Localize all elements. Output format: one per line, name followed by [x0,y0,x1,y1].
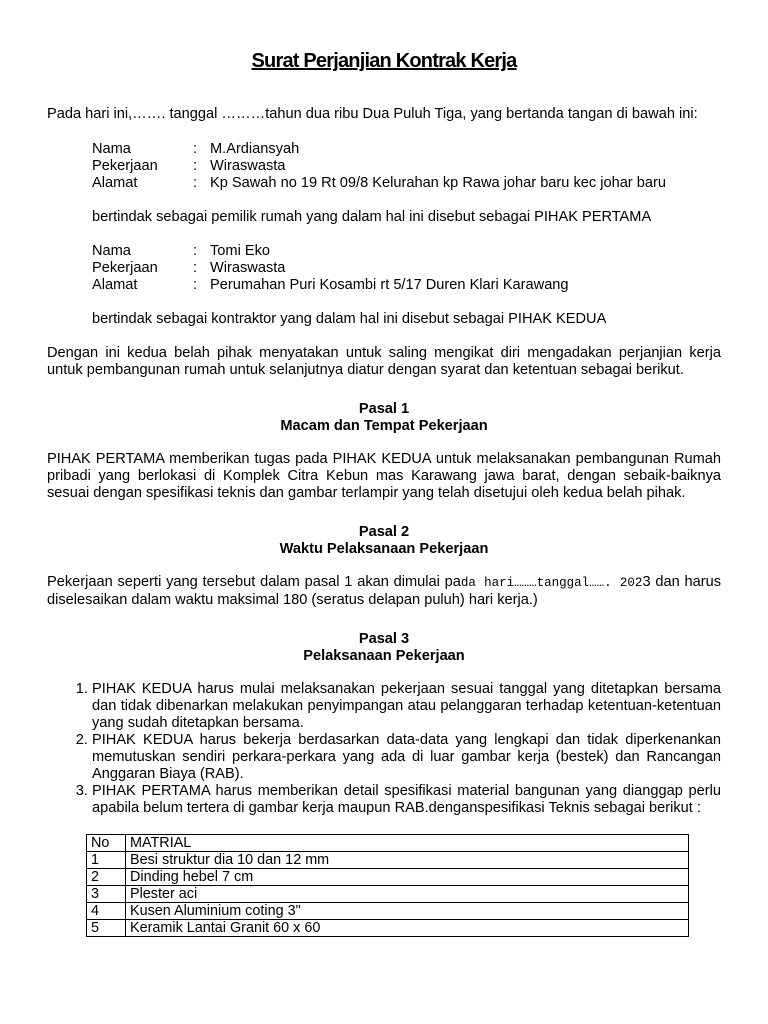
table-row [87,886,689,903]
pasal-2-heading-block [47,524,721,558]
pasal-2-body [47,574,721,609]
row-material: Keramik Lantai Granit 60 x 60 [126,920,689,937]
table-row [87,869,689,886]
party-one-address-row [92,175,666,192]
colon: : [193,141,198,157]
material-table [86,834,689,937]
table-row [87,903,689,920]
label-alamat: Alamat [92,277,138,293]
party-two-address-row [92,277,569,294]
pasal-2-body-date-placeholder: da hari………tanggal……. 202 [460,576,643,590]
label-nama: Nama [92,141,131,157]
list-item: 2. PIHAK KEDUA harus bekerja berdasarkan data-data yang lengkapi dan tidak diperkenankan memutuskan sendiri perkara-perkara yang ada di luar gambar kerja (bestek) dan Rancangan Anggaran Biaya (RAB). [92,732,721,783]
document-page [47,48,721,937]
list-item: 3. PIHAK PERTAMA harus memberikan detail spesifikasi material bangunan yang dianggap perlu apabila belum tertera di gambar kerja maupun RAB.denganspesifikasi Teknis sebagai berikut : [92,783,721,817]
pasal-2-heading: Waktu Pelaksanaan Pekerjaan [279,541,489,557]
party-two-job-row [92,260,569,277]
row-material: Plester aci [126,886,689,903]
table-row [87,852,689,869]
colon: : [193,175,198,191]
colon: : [193,158,198,174]
row-number: 1 [87,852,126,869]
colon: : [193,277,198,293]
label-alamat: Alamat [92,175,138,191]
party-two-job: Wiraswasta [210,260,286,276]
party-two-address: Perumahan Puri Kosambi rt 5/17 Duren Klari Karawang [210,277,569,293]
row-material: Dinding hebel 7 cm [126,869,689,886]
opening-paragraph: Pada hari ini,……. tanggal ………tahun dua ribu Dua Puluh Tiga, yang bertanda tangan di bawah ini: [47,106,698,122]
party-one-address: Kp Sawah no 19 Rt 09/8 Kelurahan kp Rawa johar baru kec johar baru [210,175,666,191]
pasal-1-heading: Macam dan Tempat Pekerjaan [280,418,488,434]
agreement-paragraph: Dengan ini kedua belah pihak menyatakan untuk saling mengikat diri mengadakan perjanjian kerja untuk pembangunan rumah untuk selanjutnya diatur dengan syarat dan ketentuan sebagai berikut. [47,345,721,378]
row-number: 5 [87,920,126,937]
colon: : [193,260,198,276]
list-item: 1. PIHAK KEDUA harus mulai melaksanakan pekerjaan sesuai tanggal yang ditetapkan bersama dan tidak dibenarkan melakukan penyimpangan atau pelanggaran terhadap ketentuan-ketentuan yang sudah ditetapkan bersama. [92,681,721,732]
header-material: MATRIAL [126,835,689,852]
party-one-role: bertindak sebagai pemilik rumah yang dalam hal ini disebut sebagai PIHAK PERTAMA [92,209,652,225]
pasal-3-heading: Pelaksanaan Pekerjaan [303,648,465,664]
table-header-row [87,835,689,852]
row-number: 2 [87,869,126,886]
label-pekerjaan: Pekerjaan [92,158,158,174]
document-title: Surat Perjanjian Kontrak Kerja [251,50,517,72]
party-two-name-row [92,243,569,260]
party-one-job: Wiraswasta [210,158,286,174]
party-two-role: bertindak sebagai kontraktor yang dalam hal ini disebut sebagai PIHAK KEDUA [92,311,607,327]
table-row [87,920,689,937]
pasal-1-body: PIHAK PERTAMA memberikan tugas pada PIHAK KEDUA untuk melaksanakan pembangunan Rumah pribadi yang berlokasi di Komplek Citra Kebun mas Karawang jawa barat, dengan sebaik-baiknya sesuai dengan spesifikasi teknis dan gambar terlampir yang telah disetujui oleh kedua belah pihak. [47,451,721,501]
pasal-2-body-end: 3 dan harus diselesaikan dalam waktu maksimal 180 (seratus delapan puluh) hari kerja.) [47,574,721,608]
row-number: 3 [87,886,126,903]
party-two-name: Tomi Eko [210,243,271,259]
party-two-details [92,243,569,294]
pasal-3-number: Pasal 3 [358,631,410,647]
pasal-2-number: Pasal 2 [358,524,410,540]
label-nama: Nama [92,243,131,259]
party-one-name: M.Ardiansyah [210,141,300,157]
label-pekerjaan: Pekerjaan [92,260,158,276]
pasal-2-body-start: Pekerjaan seperti yang tersebut dalam pasal 1 akan dimulai pa [47,574,461,590]
party-one-name-row [92,141,666,158]
party-one-job-row [92,158,666,175]
row-number: 4 [87,903,126,920]
party-one-details [92,141,666,192]
row-material: Kusen Aluminium coting 3" [126,903,689,920]
header-no: No [87,835,126,852]
row-material: Besi struktur dia 10 dan 12 mm [126,852,689,869]
pasal-3-heading-block [47,631,721,665]
pasal-1-heading-block [47,401,721,435]
pasal-3-list [47,681,721,817]
colon: : [193,243,198,259]
pasal-1-number: Pasal 1 [358,401,410,417]
